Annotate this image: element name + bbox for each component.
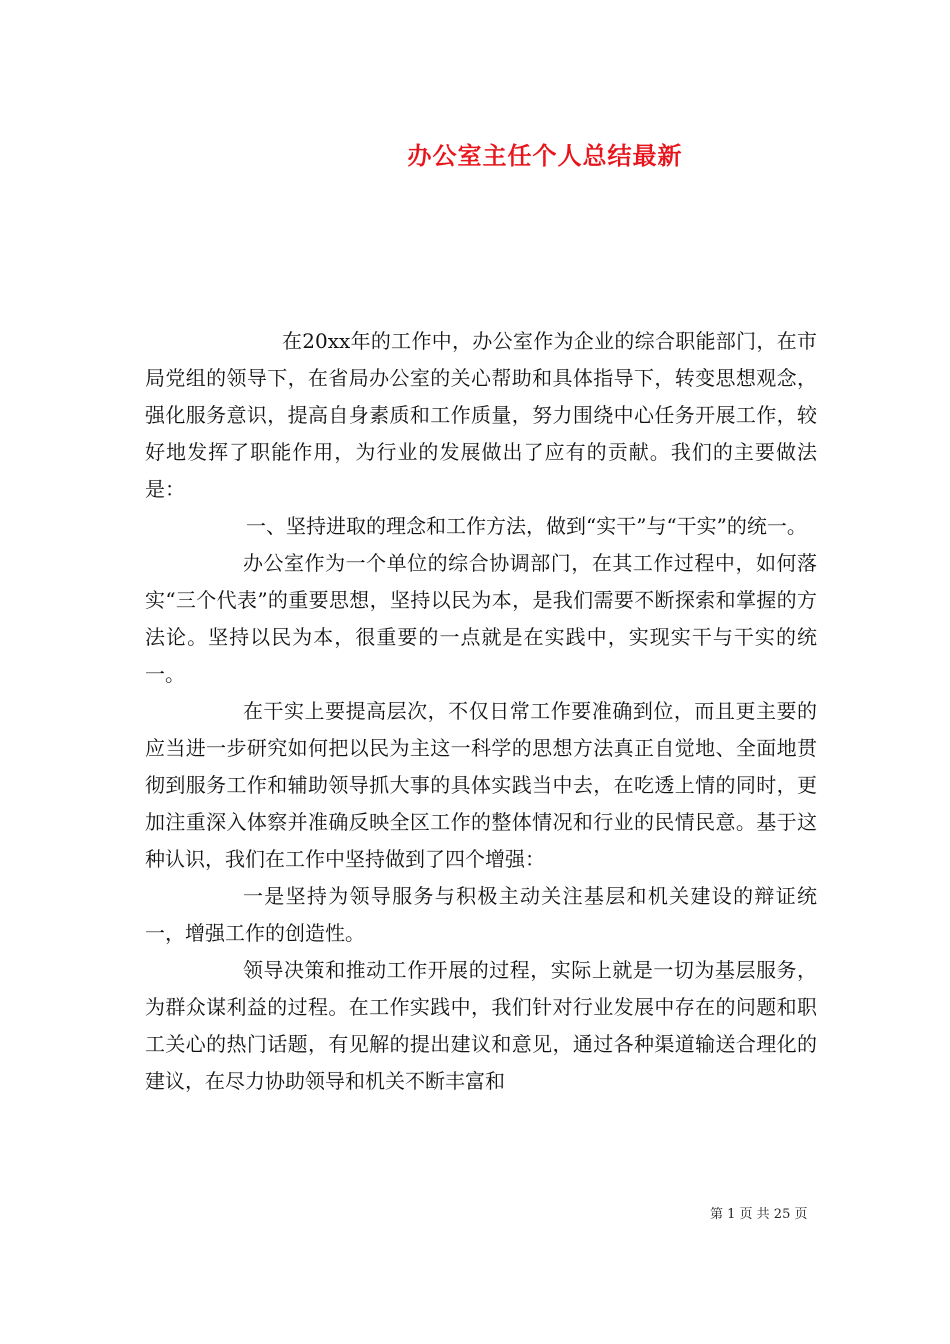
page-number-footer: 第 1 页 共 25 页 bbox=[710, 1207, 808, 1222]
document-title: 办公室主任个人总结最新 bbox=[407, 141, 683, 170]
paragraph-section-heading: 一、坚持进取的理念和工作方法，做到“实干”与“干实”的统一。 bbox=[246, 514, 807, 538]
paragraph-point-one: 一是坚持为领导服务与积极主动关注基层和机关建设的辩证统一，增强工作的创造性。 bbox=[145, 884, 817, 945]
paragraph-improve-level: 在干实上要提高层次，不仅日常工作要准确到位，而且更主要的应当进一步研究如何把以民为主这一科学的思想方法真正自觉地、全面地贯彻到服务工作和辅助领导抓大事的具体实践当中去，在吃透上情的同时，更加注重深入体察并准确反映全区工作的整体情况和行业的民情民意。基于这种认识，我们在工作中坚持做到了四个增强： bbox=[145, 699, 817, 871]
paragraph-leadership: 领导决策和推动工作开展的过程，实际上就是一切为基层服务，为群众谋利益的过程。在工作实践中，我们针对行业发展中存在的问题和职工关心的热门话题，有见解的提出建议和意见，通过各种渠道输送合理化的建议，在尽力协助领导和机关不断丰富和 bbox=[145, 958, 817, 1093]
paragraph-office-role: 办公室作为一个单位的综合协调部门，在其工作过程中，如何落实“三个代表”的重要思想，坚持以民为本，是我们需要不断探索和掌握的方法论。坚持以民为本，很重要的一点就是在实践中，实现实干与干实的统一。 bbox=[145, 551, 817, 686]
document-body bbox=[145, 323, 817, 1100]
paragraph-intro: 在20xx年的工作中，办公室作为企业的综合职能部门，在市局党组的领导下，在省局办公室的关心帮助和具体指导下，转变思想观念，强化服务意识，提高自身素质和工作质量，努力围绕中心任务开展工作，较好地发挥了职能作用，为行业的发展做出了应有的贡献。我们的主要做法是： bbox=[145, 329, 817, 501]
